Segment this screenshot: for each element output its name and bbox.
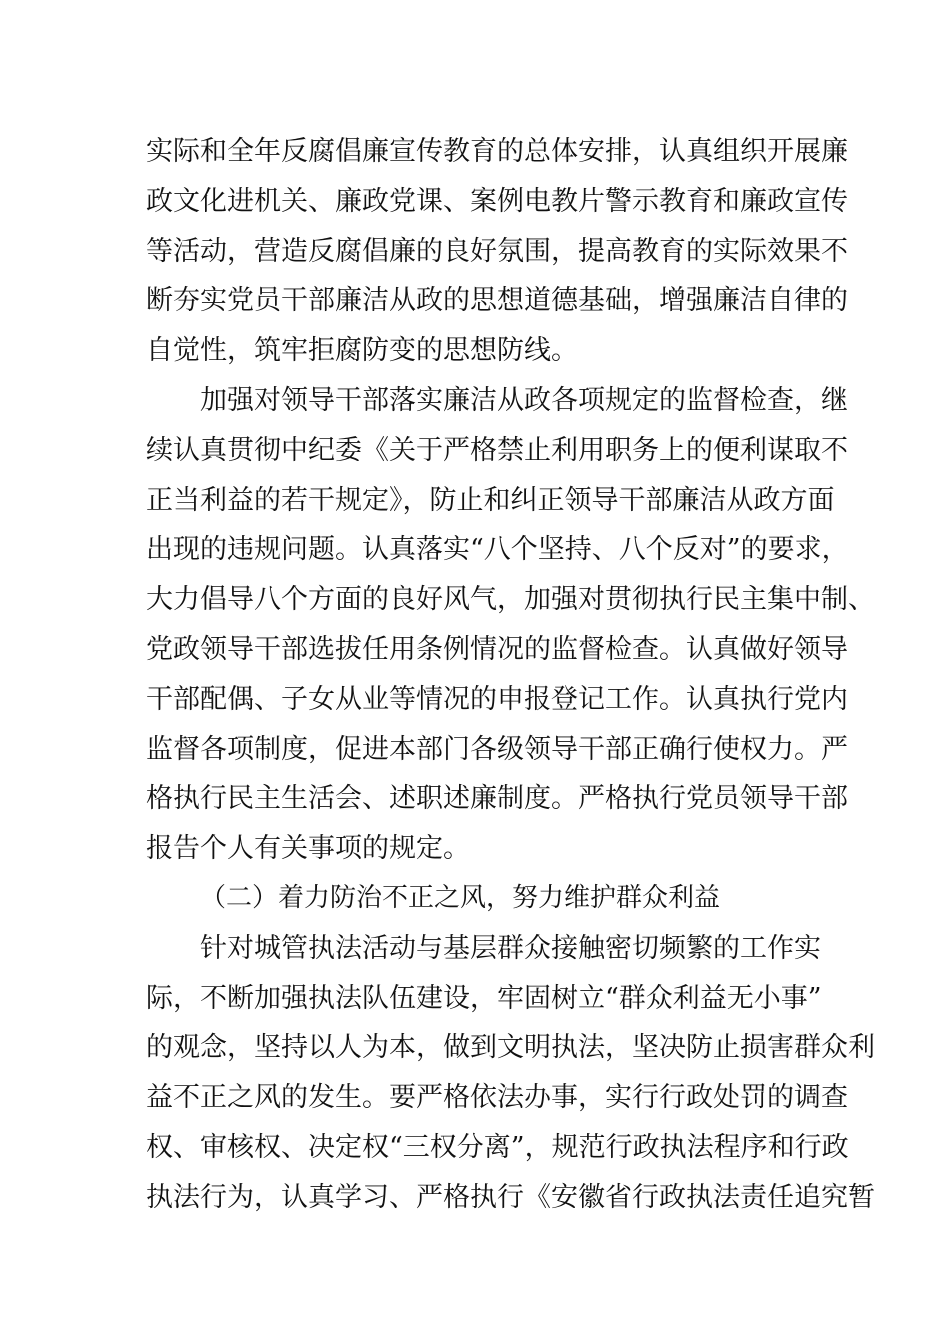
text-line: 大力倡导八个方面的良好风气，加强对贯彻执行民主集中制、 (146, 584, 875, 616)
paragraph-first-line: 针对城管执法活动与基层群众接触密切频繁的工作实 (200, 932, 821, 964)
text-line: 正当利益的若干规定》，防止和纠正领导干部廉洁从政方面 (146, 484, 835, 516)
text-line: 等活动，营造反腐倡廉的良好氛围，提高教育的实际效果不 (146, 235, 848, 267)
paragraph-first-line: 加强对领导干部落实廉洁从政各项规定的监督检查，继 (200, 384, 848, 416)
text-line: 际，不断加强执法队伍建设，牢固树立“群众利益无小事” (146, 982, 822, 1014)
text-line: 断夯实党员干部廉洁从政的思想道德基础，增强廉洁自律的 (146, 285, 848, 317)
text-line: 干部配偶、子女从业等情况的申报登记工作。认真执行党内 (146, 683, 848, 715)
text-line: 报告个人有关事项的规定。 (146, 833, 470, 865)
text-line: 自觉性，筑牢拒腐防变的思想防线。 (146, 335, 578, 367)
section-heading: （二）着力防治不正之风，努力维护群众利益 (200, 882, 721, 913)
text-line: 执法行为，认真学习、严格执行《安徽省行政执法责任追究暂 (146, 1181, 875, 1213)
text-line: 监督各项制度，促进本部门各级领导干部正确行使权力。严 (146, 733, 848, 765)
text-line: 格执行民主生活会、述职述廉制度。严格执行党员领导干部 (146, 783, 848, 815)
text-line: 出现的违规问题。认真落实“八个坚持、八个反对”的要求， (146, 534, 849, 566)
text-line: 续认真贯彻中纪委《关于严格禁止利用职务上的便利谋取不 (146, 434, 848, 466)
text-line: 的观念，坚持以人为本，做到文明执法，坚决防止损害群众利 (146, 1032, 875, 1064)
text-line: 党政领导干部选拔任用条例情况的监督检查。认真做好领导 (146, 633, 848, 665)
text-line: 权、审核权、决定权“三权分离”，规范行政执法程序和行政 (146, 1131, 849, 1163)
document-body (146, 127, 875, 1223)
text-line: 政文化进机关、廉政党课、案例电教片警示教育和廉政宣传 (146, 185, 848, 217)
text-line: 益不正之风的发生。要严格依法办事，实行行政处罚的调查 (146, 1082, 848, 1114)
text-line: 实际和全年反腐倡廉宣传教育的总体安排，认真组织开展廉 (146, 136, 848, 167)
